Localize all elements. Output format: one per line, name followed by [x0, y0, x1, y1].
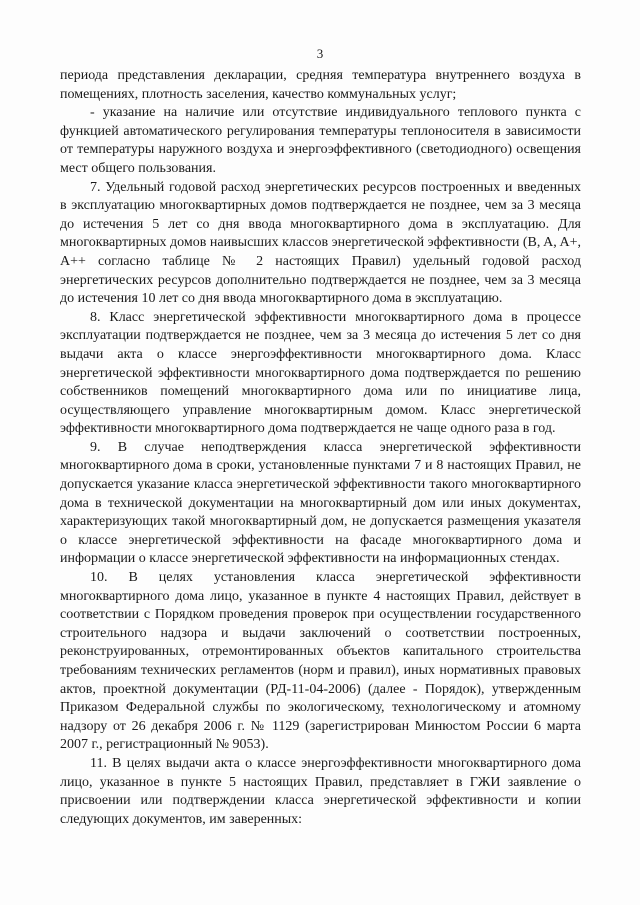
paragraph-heating-point: - указание на наличие или отсутствие индивидуального теплового пункта с функцией автоматического регулирования температуры теплоносителя в зависимости от температуры наружного воздуха и энергоэффективного (светодиодного) освещения мест общего пользования.: [60, 105, 581, 176]
paragraph-continuation: периода представления декларации, средняя температура внутреннего воздуха в помещениях, плотность заселения, качество коммунальных услуг;: [60, 68, 581, 102]
paragraph-11: 11. В целях выдачи акта о классе энергоэффективности многоквартирного дома лицо, указанное в пункте 5 настоящих Правил, представляет в ГЖИ заявление о присвоении или подтверждении класса энергетической эффективности и копии следующих документов, им заверенных:: [60, 755, 581, 827]
paragraph-8: 8. Класс энергетической эффективности многоквартирного дома в процессе эксплуатации подтверждается не позднее, чем за 3 месяца до истечения 5 лет со дня выдачи акта о классе энергоэффективности многоквартирного дома. Класс энергетической эффективности многоквартирного дома подтверждается по решению собственников помещений многоквартирного дома или по инициативе лица, осуществляющего управление многоквартирным домом. Класс энергетической эффективности многоквартирного дома подтверждается не чаще одного раза в год.: [60, 309, 581, 437]
document-body: [60, 67, 581, 829]
paragraph-10: 10. В целях установления класса энергетической эффективности многоквартирного дома лицо, указанное в пункте 4 настоящих Правил, действует в соответствии с Порядком проведения проверок при осуществлении государственного строительного надзора и выдачи заключений о соответствии построенных, реконструированных, отремонтированных объектов капитального строительства требованиям технических регламентов (норм и правил), иных нормативных правовых актов, проектной документации (РД-11-04-2006) (далее - Порядок), утвержденным Приказом Федеральной службы по экологическому, технологическому и атомному надзору от 26 декабря 2006 г. № 1129 (зарегистрирован Минюстом России 6 марта 2007 г., регистрационный № 9053).: [60, 570, 581, 753]
paragraph-9: 9. В случае неподтверждения класса энергетической эффективности многоквартирного дома в сроки, установленные пунктами 7 и 8 настоящих Правил, не допускается указание класса энергетической эффективности такого многоквартирного дома в технической документации на многоквартирный дом или иных документах, характеризующих такой многоквартирный дом, не допускается размещения указателя о классе энергетической эффективности на фасаде многоквартирного дома и информации о классе энергетической эффективности на информационных стендах.: [60, 439, 581, 567]
page-number: 3: [316, 46, 324, 61]
paragraph-7: 7. Удельный годовой расход энергетических ресурсов построенных и введенных в эксплуатацию многоквартирных домов подтверждается не позднее, чем за 3 месяца до истечения 5 лет со дня ввода многоквартирного дома в эксплуатацию. Для многоквартирных домов наивысших классов энергетической эффективности (B, A, A+, A++ согласно таблице № 2 настоящих Правил) удельный годовой расход энергетических ресурсов дополнительно подтверждается не позднее, чем за 3 месяца до истечения 10 лет со дня ввода многоквартирного дома в эксплуатацию.: [60, 179, 581, 307]
